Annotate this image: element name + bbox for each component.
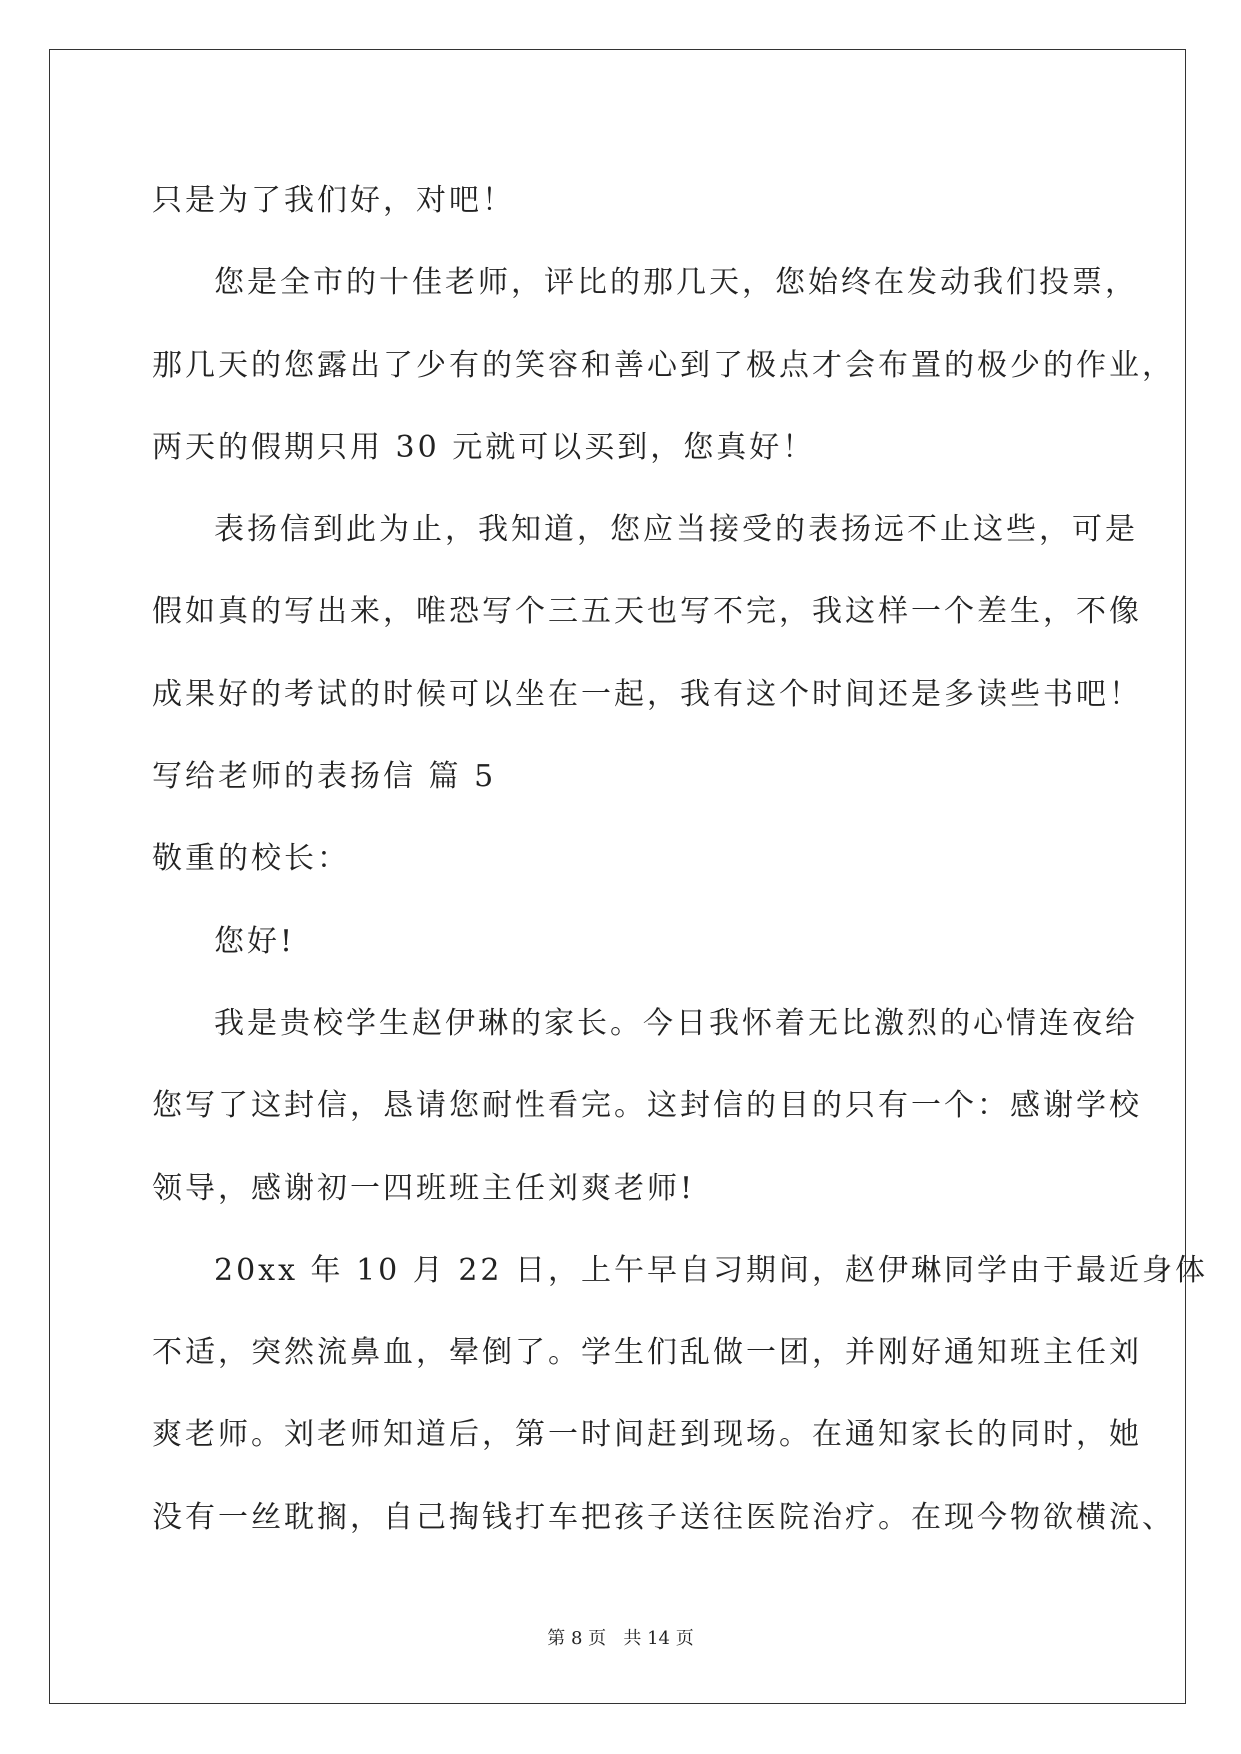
greeting: 您好! <box>214 923 296 959</box>
paragraph-line: 假如真的写出来，唯恐写个三五天也写不完，我这样一个差生，不像 <box>152 594 1142 630</box>
paragraph-line: 只是为了我们好，对吧！ <box>152 183 515 218</box>
page-number-footer: 第 8 页 共 14 页 <box>547 1628 694 1649</box>
paragraph-line: 两天的假期只用 30 元就可以买到，您真好！ <box>152 429 816 465</box>
section-heading: 写给老师的表扬信 篇 5 <box>152 759 497 795</box>
paragraph-line: 那几天的您露出了少有的笑容和善心到了极点才会布置的极少的作业， <box>152 347 1175 383</box>
paragraph-line: 您是全市的十佳老师，评比的那几天，您始终在发动我们投票， <box>214 265 1138 301</box>
paragraph-line: 我是贵校学生赵伊琳的家长。今日我怀着无比激烈的心情连夜给 <box>214 1005 1138 1041</box>
paragraph-line: 表扬信到此为止，我知道，您应当接受的表扬远不止这些，可是 <box>214 512 1138 548</box>
paragraph-line: 20xx 年 10 月 22 日，上午早自习期间，赵伊琳同学由于最近身体 <box>214 1252 1209 1288</box>
paragraph-line: 您写了这封信，恳请您耐性看完。这封信的目的只有一个：感谢学校 <box>152 1088 1142 1124</box>
paragraph-line: 没有一丝耽搁，自己掏钱打车把孩子送往医院治疗。在现今物欲横流、 <box>152 1499 1175 1535</box>
salutation: 敬重的校长： <box>152 841 350 877</box>
document-body <box>152 160 1209 1559</box>
paragraph-line: 爽老师。刘老师知道后，第一时间赶到现场。在通知家长的同时，她 <box>152 1417 1142 1453</box>
paragraph-line: 领导，感谢初一四班班主任刘爽老师! <box>152 1170 696 1206</box>
paragraph-line: 成果好的考试的时候可以坐在一起，我有这个时间还是多读些书吧！ <box>152 676 1142 712</box>
paragraph-line: 不适，突然流鼻血，晕倒了。学生们乱做一团，并刚好通知班主任刘 <box>152 1335 1142 1371</box>
